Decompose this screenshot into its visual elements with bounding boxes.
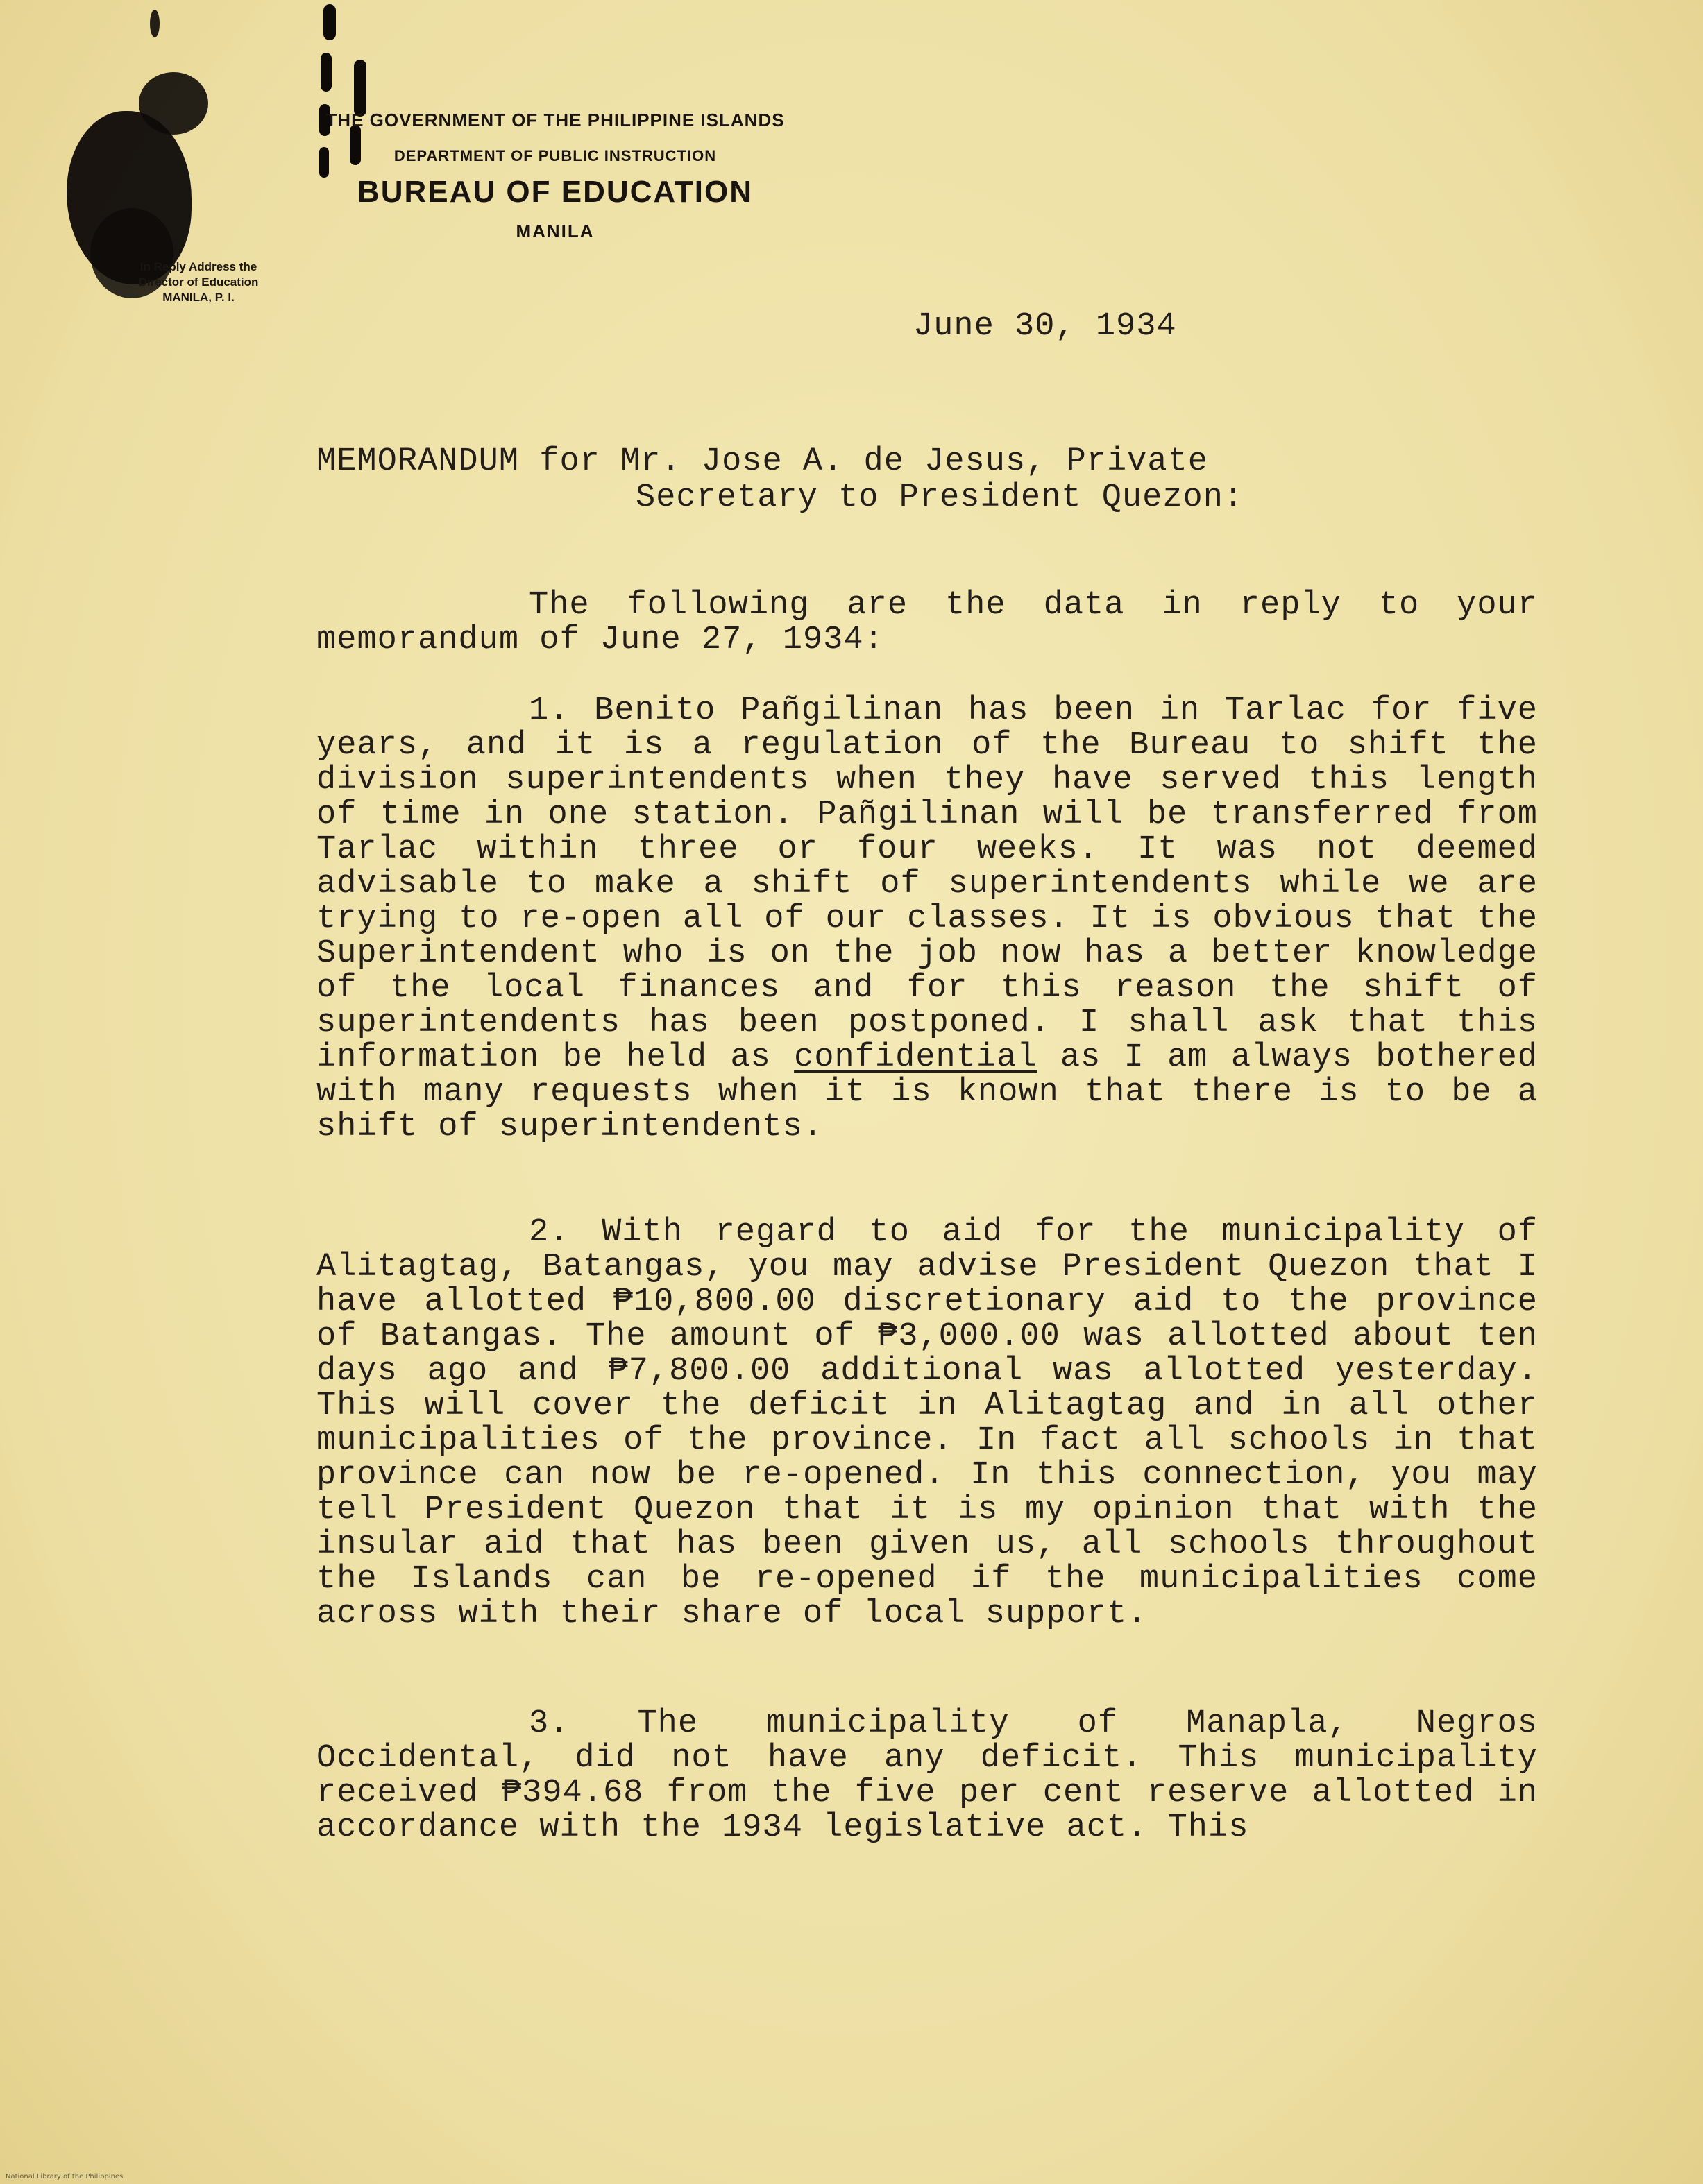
letterhead-department: DEPARTMENT OF PUBLIC INSTRUCTION: [393, 147, 717, 164]
letterhead-bureau: BUREAU OF EDUCATION: [357, 175, 754, 209]
reply-address-line2: Director of Education: [138, 275, 259, 289]
letterhead-city: MANILA: [516, 221, 595, 241]
reply-address-line1: In Reply Address the: [139, 260, 257, 273]
paragraph-3: 3. The municipality of Manapla, Negros Occidental, did not have any deficit. This municipality received ₱394.68 from the five per cent reserve allotted in accordance with the 1934 legislative act. This: [316, 1705, 1538, 1846]
paragraph-2: 2. With regard to aid for the municipality of Alitagtag, Batangas, you may advise President Quezon that I have allotted ₱10,800.00 discretionary aid to the province of Batangas. The amount of ₱3,000.00 was allotted about ten days ago and ₱7,800.00 additional was allotted yesterday. This will cover the deficit in Alitagtag and in all other municipalities of the province. In fact all schools in that province can now be re-opened. In this connection, you may tell President Quezon that it is my opinion that with the insular aid that has been given us, all schools throughout the Islands can be re-opened if the municipalities come across with their share of local support.: [316, 1214, 1538, 1632]
paragraph-1: [316, 694, 1538, 1145]
memo-header-line2: Secretary to President Quezon:: [636, 479, 1244, 516]
memo-header-line1: MEMORANDUM for Mr. Jose A. de Jesus, Private: [316, 443, 1209, 480]
reply-address-line3: MANILA, P. I.: [162, 291, 235, 304]
archive-footer: National Library of the Philippines: [6, 2173, 124, 2181]
paragraph-1-text-end: as I am always bothered with many requests when it is known that there is to be a shift of superintendents.: [316, 1039, 1538, 1145]
intro-paragraph: The following are the data in reply to your memorandum of June 27, 1934:: [316, 587, 1538, 658]
confidential-underlined: confidential: [794, 1039, 1037, 1076]
paragraph-1-text: 1. Benito Pañgilinan has been in Tarlac for five years, and it is a regulation of the Bureau to shift the division superintendents when they have served this length of time in one station. Pañgilinan will be transferred from Tarlac within three or four weeks. It was not deemed advisable to make a shift of superintendents while we are trying to re-open all of our classes. It is obvious that the Superintendent who is on the job now has a better knowledge of the local finances and for this reason the shift of superintendents has been postponed. I shall ask that this information be held as: [316, 692, 1538, 1076]
memo-header: [316, 444, 1244, 516]
letter-date: June 30, 1934: [913, 308, 1177, 345]
letterhead-government: THE GOVERNMENT OF THE PHILIPPINE ISLANDS: [325, 110, 785, 130]
reply-address: [67, 259, 330, 305]
